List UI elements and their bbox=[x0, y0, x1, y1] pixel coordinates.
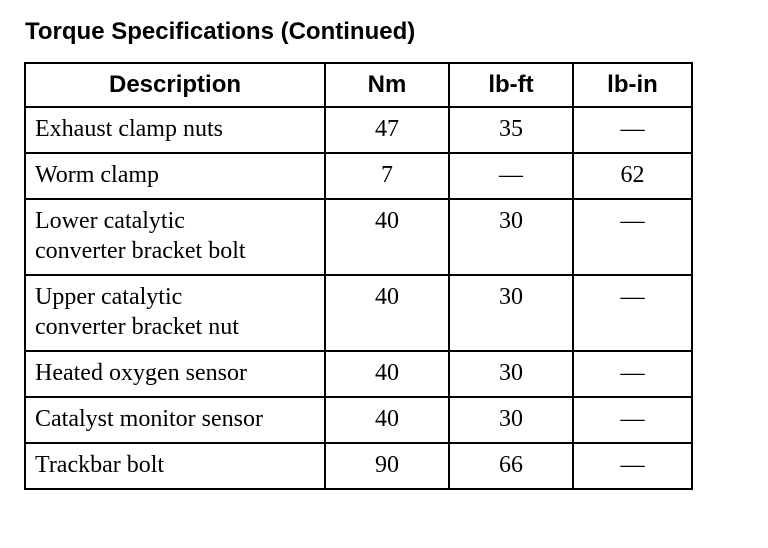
row-lb-in: 62 bbox=[573, 153, 692, 199]
row-nm: 7 bbox=[325, 153, 449, 199]
table-row bbox=[25, 275, 692, 351]
row-description-line-2: converter bracket bolt bbox=[35, 238, 246, 264]
row-lb-ft: 66 bbox=[449, 443, 573, 489]
header-nm: Nm bbox=[325, 63, 449, 107]
row-description-line-2: converter bracket nut bbox=[35, 314, 239, 340]
row-description: Worm clamp bbox=[25, 153, 325, 199]
row-lb-in: — bbox=[573, 107, 692, 153]
torque-spec-table bbox=[24, 62, 693, 490]
row-nm: 90 bbox=[325, 443, 449, 489]
row-lb-in: — bbox=[573, 443, 692, 489]
row-description-line-1: Upper catalytic bbox=[35, 284, 183, 310]
table-row bbox=[25, 107, 692, 153]
row-lb-ft: 30 bbox=[449, 397, 573, 443]
row-description: Exhaust clamp nuts bbox=[25, 107, 325, 153]
row-description-line-1: Lower catalytic bbox=[35, 208, 185, 234]
row-nm: 40 bbox=[325, 397, 449, 443]
table-row bbox=[25, 443, 692, 489]
table-row bbox=[25, 397, 692, 443]
header-lb-ft: lb-ft bbox=[449, 63, 573, 107]
table-row bbox=[25, 351, 692, 397]
header-lb-in: lb-in bbox=[573, 63, 692, 107]
table-row bbox=[25, 199, 692, 275]
row-lb-ft: 30 bbox=[449, 351, 573, 397]
row-nm: 40 bbox=[325, 199, 449, 275]
row-nm: 47 bbox=[325, 107, 449, 153]
row-lb-in: — bbox=[573, 275, 692, 351]
row-nm: 40 bbox=[325, 275, 449, 351]
row-lb-in: — bbox=[573, 397, 692, 443]
row-lb-in: — bbox=[573, 199, 692, 275]
row-lb-in: — bbox=[573, 351, 692, 397]
row-description bbox=[25, 199, 325, 275]
row-lb-ft: 30 bbox=[449, 199, 573, 275]
row-nm: 40 bbox=[325, 351, 449, 397]
row-description: Catalyst monitor sensor bbox=[25, 397, 325, 443]
table-header-row bbox=[25, 63, 692, 107]
row-lb-ft: — bbox=[449, 153, 573, 199]
row-description: Heated oxygen sensor bbox=[25, 351, 325, 397]
row-lb-ft: 35 bbox=[449, 107, 573, 153]
header-description: Description bbox=[25, 63, 325, 107]
table-row bbox=[25, 153, 692, 199]
page-title: Torque Specifications (Continued) bbox=[25, 18, 416, 45]
row-description bbox=[25, 275, 325, 351]
row-lb-ft: 30 bbox=[449, 275, 573, 351]
row-description: Trackbar bolt bbox=[25, 443, 325, 489]
